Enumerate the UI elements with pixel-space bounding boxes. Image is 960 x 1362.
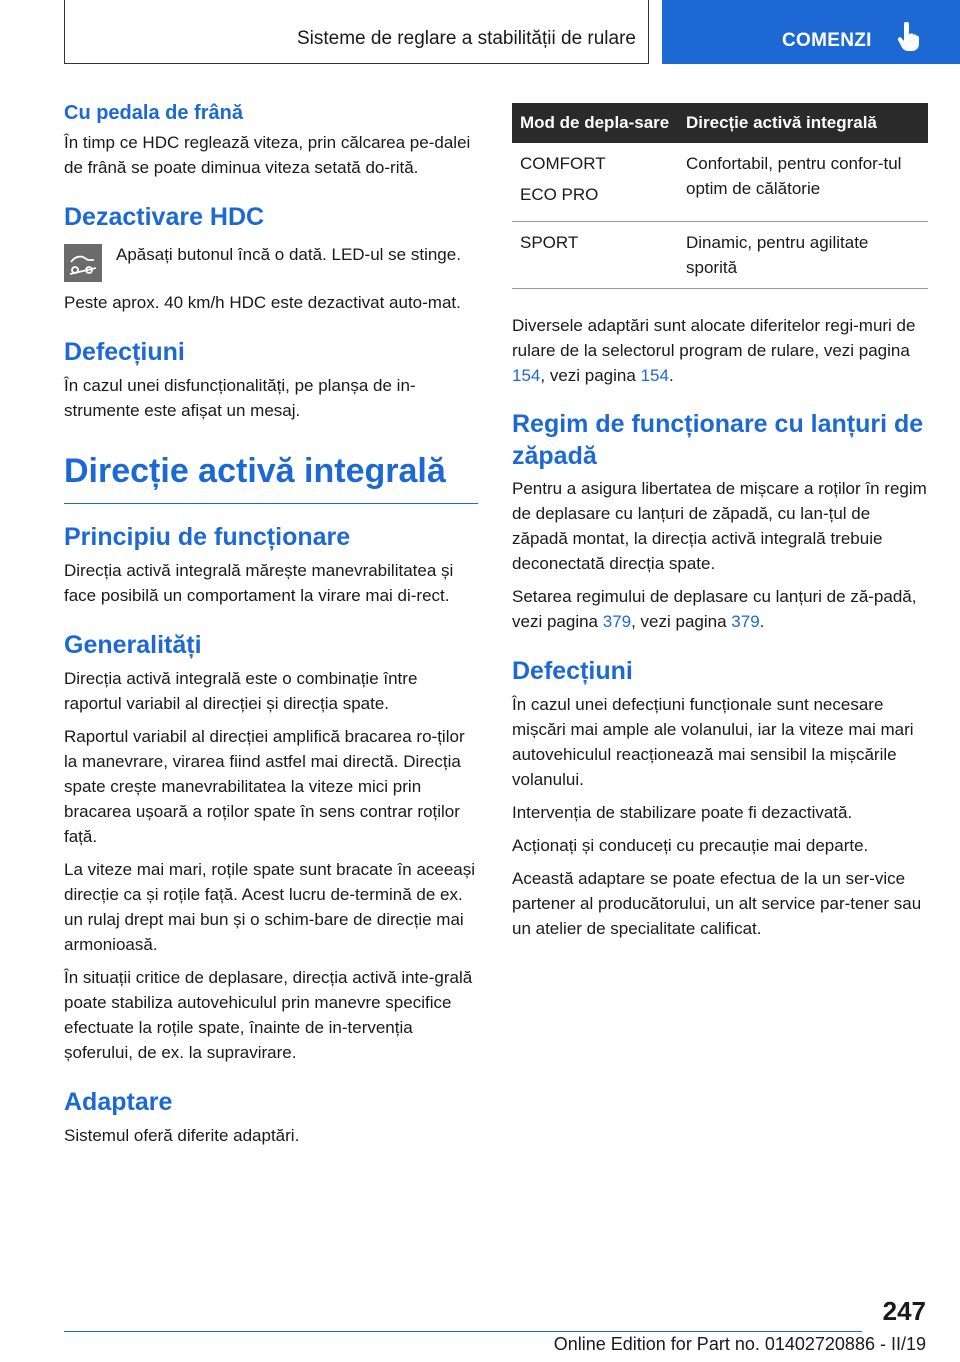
right-column [512,103,928,949]
faults-steering-p3: Acționați și conduceți cu precauție mai departe. [512,836,869,855]
heading-snow-chains: Regim de funcționare cu lanțuri de zăpadă [512,410,924,470]
page-link-379[interactable]: 379 [731,612,760,631]
faults-steering-p2: Intervenția de stabilizare poate fi dezactivată. [512,803,853,822]
heading-hdc-deactivate: Dezactivare HDC [64,203,265,231]
edition-text: Online Edition for Part no. 01402720886 - II/19 [553,1334,926,1354]
table-header-row [512,103,928,143]
drive-mode-table [512,103,928,289]
page-link-379[interactable]: 379 [602,612,632,631]
faults-steering-p1: În cazul unei defecțiuni funcționale sunt necesare mișcări mai ample ale volanului, iar la viteze mai mari autovehiculul reacționează mai sensibil la mișcările volanului. [512,695,914,789]
adapt-text: Sistemul oferă diferite adaptări. [64,1126,300,1145]
faults-hdc-text: În cazul unei disfuncționalități, pe planșa de in-strumente este afișat un mesaj. [64,376,416,420]
hdc-instruction-row [64,242,478,282]
page-link-154[interactable]: 154 [512,366,541,385]
heading-general: Generalități [64,631,202,659]
hdc-auto-text: Peste aprox. 40 km/h HDC este dezactivat auto-mat. [64,293,461,312]
mode-eco-pro: ECO PRO [520,185,599,204]
heading-brake-pedal: Cu pedala de frână [64,102,243,124]
page-number: 247 [882,1296,926,1326]
footer-divider [64,1331,862,1332]
pointing-hand-icon [896,22,922,52]
table-row [512,143,928,222]
section-title: Sisteme de reglare a stabilității de rulare [296,28,636,49]
snow-chains-p2: Setarea regimului de deplasare cu lanțuri de ză-padă, vezi pagina 379, vezi pagina 379. [512,587,917,631]
mode-sport: SPORT [520,233,579,252]
general-p4: În situații critice de deplasare, direcția activă inte-grală poate stabiliza autovehiculul prin manevre specifice efectuate la roțile spate, înainte de in-tervenția șoferului, de ex. la supravirare. [64,968,473,1062]
mode-sport-desc: Dinamic, pentru agilitate sporită [678,222,928,289]
snow-chains-p1: Pentru a asigura libertatea de mișcare a roților în regim de deplasare cu lanțuri de zăpadă, cu lan-țul de zăpadă montat, la direcția activă integrală trebuie deconectată direcția spate. [512,479,927,573]
heading-faults-steering: Defecțiuni [512,657,633,685]
general-p2: Raportul variabil al direcției amplifică bracarea ro-ților la manevrare, virarea fiind astfel mai directă. Direcția spate crește manevrabilitatea la viteze mici prin bracarea ușoară a roților spate în sens contrar roților față. [64,727,465,846]
left-column [64,100,478,1156]
mode-comfort-desc: Confortabil, pentru confor-tul optim de călătorie [678,143,928,222]
general-p1: Direcția activă integrală este o combinație între raportul variabil al direcției și direcția spate. [64,669,418,713]
page-link-154[interactable]: 154 [640,366,669,385]
big-title-active-steering: Direcție activă integrală [64,449,478,504]
brake-pedal-text: În timp ce HDC reglează viteza, prin călcarea pe-dalei de frână se poate diminua viteza setată do-rită. [64,133,471,177]
table-header-steering: Direcție activă integrală [678,103,928,143]
table-row [512,222,928,289]
mode-comfort: COMFORT [520,154,606,173]
faults-steering-p4: Această adaptare se poate efectua de la un ser-vice partener al producătorului, un alt service par-tener sau un atelier de specialitate calificat. [512,869,922,938]
tab-comenzi-label: COMENZI [782,30,872,51]
hdc-instruction-text: Apăsați butonul încă o dată. LED-ul se stinge. [116,245,461,264]
table-header-mode: Mod de depla-sare [512,103,678,143]
heading-adapt: Adaptare [64,1088,173,1116]
header-title-box [64,0,649,64]
heading-principle: Principiu de funcționare [64,523,351,551]
heading-faults-hdc: Defecțiuni [64,338,185,366]
hdc-button-icon [64,244,102,282]
principle-text: Direcția activă integrală mărește manevrabilitatea și face posibilă un comportament la virare mai di-rect. [64,561,454,605]
adapt-modes-text: Diversele adaptări sunt alocate diferitelor regi-muri de rulare de la selectorul program de rulare, vezi pagina 154, vezi pagina 154. [512,316,916,385]
general-p3: La viteze mai mari, roțile spate sunt bracate în aceeași direcție ca și roțile față. Acest lucru de-termină de ex. un rulaj drept mai bun și o schim-bare de direcție mai armonioasă. [64,860,476,954]
